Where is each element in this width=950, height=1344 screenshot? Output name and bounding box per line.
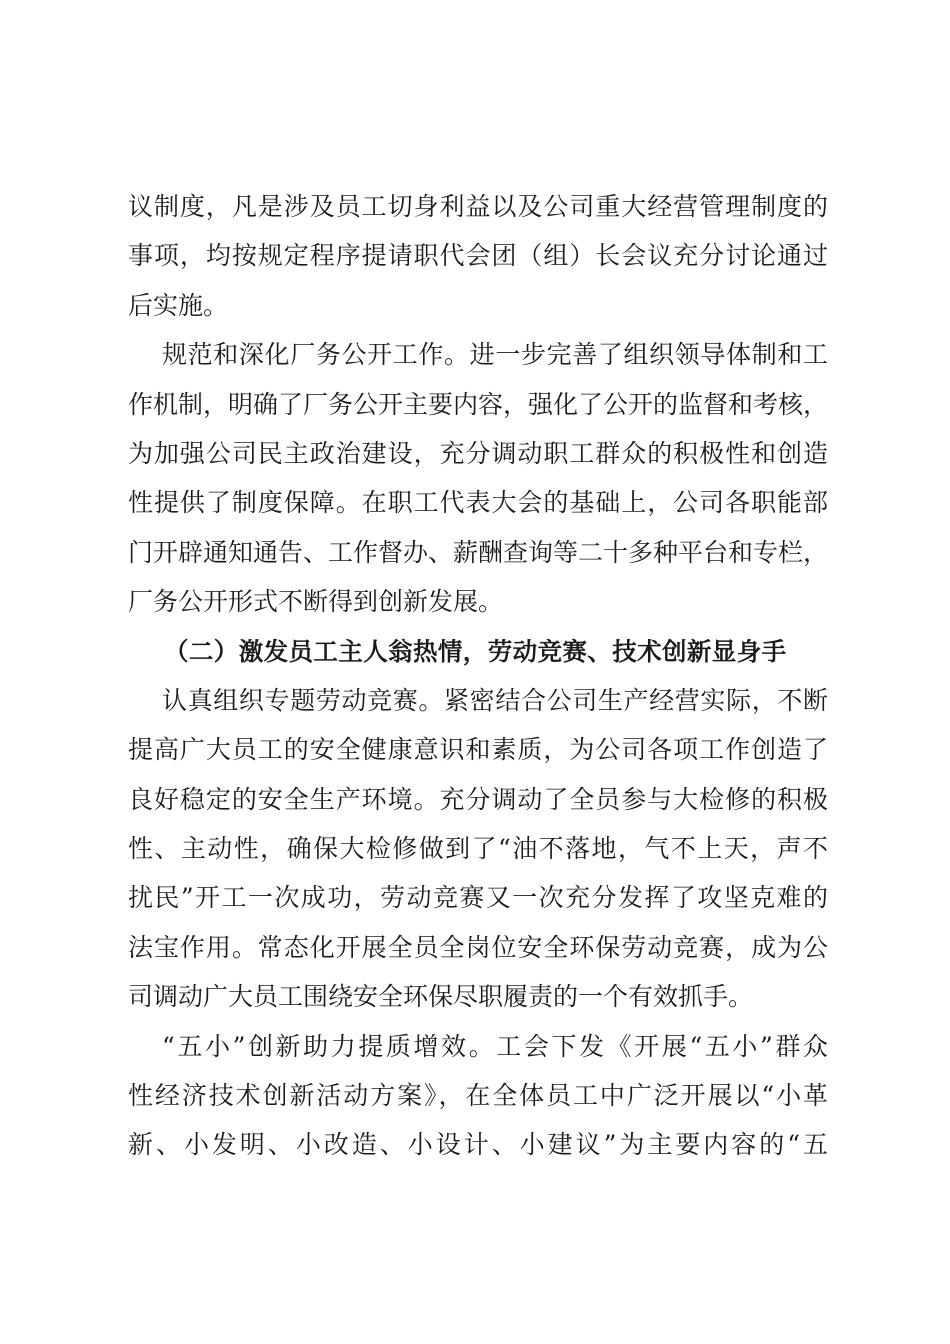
text-line: 为加强公司民主政治建设，充分调动职工群众的积极性和创造 [128, 438, 828, 468]
text-line: 后实施。 [128, 290, 229, 320]
text-line: 性提供了制度保障。在职工代表大会的基础上，公司各职能部 [128, 488, 828, 518]
text-line: 司调动广大员工围绕安全环保尽职履责的一个有效抓手。 [128, 982, 754, 1012]
text-line: 作机制，明确了厂务公开主要内容，强化了公开的监督和考核， [128, 389, 829, 419]
text-line: 法宝作用。常态化开展全员全岗位安全环保劳动竞赛，成为公 [128, 932, 828, 962]
text-line: 议制度，凡是涉及员工切身利益以及公司重大经营管理制度的 [128, 192, 828, 221]
text-line: 厂务公开形式不断得到创新发展。 [128, 587, 504, 617]
text-line: 提高广大员工的安全健康意识和素质，为公司各项工作创造了 [128, 735, 828, 765]
text-line: 规范和深化厂务公开工作。进一步完善了组织领导体制和工 [162, 340, 828, 370]
text-line: 认真组织专题劳动竞赛。紧密结合公司生产经营实际，不断 [162, 685, 828, 715]
text-line: 门开辟通知通告、工作督办、薪酬查询等二十多种平台和专栏， [128, 537, 829, 567]
paragraph [128, 1022, 828, 1170]
text-line: 良好稳定的安全生产环境。充分调动了全员参与大检修的积极 [128, 784, 828, 814]
paragraph [128, 676, 828, 1022]
paragraph [128, 182, 828, 330]
document-body [128, 182, 828, 1170]
text-line: 性、主动性，确保大检修做到了“油不落地，气不上天，声不 [128, 834, 828, 864]
text-line: 扰民”开工一次成功，劳动竞赛又一次充分发挥了攻坚克难的 [128, 883, 828, 913]
text-line: 性经济技术创新活动方案》，在全体员工中广泛开展以“小革 [128, 1081, 828, 1111]
paragraph [128, 330, 828, 626]
text-line: 事项，均按规定程序提请职代会团（组）长会议充分讨论通过 [128, 241, 828, 271]
section-heading: （二）激发员工主人翁热情，劳动竞赛、技术创新显身手 [164, 636, 787, 666]
text-line: “五小”创新助力提质增效。工会下发《开展“五小”群众 [162, 1031, 828, 1061]
text-line: 新、小发明、小改造、小设计、小建议”为主要内容的“五 [128, 1130, 828, 1160]
